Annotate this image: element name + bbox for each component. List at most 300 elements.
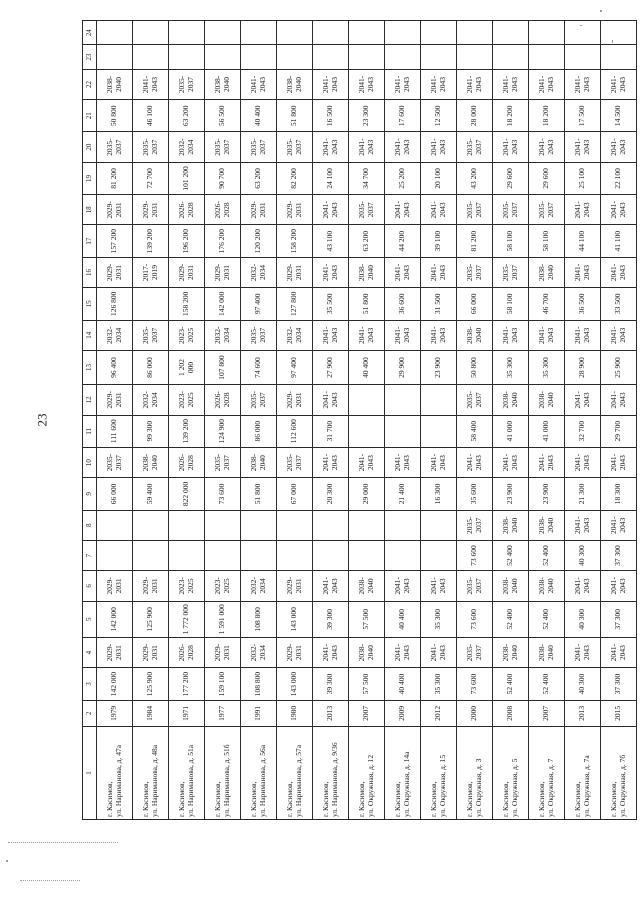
table-cell: 125 900 (133, 668, 169, 700)
table-cell (277, 510, 313, 540)
table-cell: 20 100 (421, 162, 457, 194)
table-cell (385, 540, 421, 570)
table-cell: 2041- 2043 (349, 132, 385, 162)
table-cell: 2038- 2040 (493, 571, 529, 601)
table-cell: 2029- 2031 (277, 257, 313, 287)
table-cell (565, 45, 601, 69)
table-cell: 124 900 (205, 415, 241, 447)
table-cell (385, 45, 421, 69)
table-cell (133, 45, 169, 69)
column-number-8: 8 (83, 510, 97, 540)
table-cell: 73 600 (205, 478, 241, 510)
table-cell: 40 400 (241, 100, 277, 132)
table-cell: 196 200 (169, 225, 205, 257)
table-cell: 52 400 (493, 601, 529, 637)
table-cell (133, 288, 169, 320)
table-cell: 2038- 2040 (349, 571, 385, 601)
table-cell: 35 600 (457, 478, 493, 510)
table-cell: 2000 (457, 700, 493, 726)
table-cell: 2038- 2040 (97, 69, 133, 99)
table-cell: 28 000 (457, 100, 493, 132)
table-row (133, 21, 169, 820)
table-row (385, 21, 421, 820)
table-cell: 822 000 (169, 478, 205, 510)
table-cell: 126 800 (97, 288, 133, 320)
table-cell: 2023- 2025 (169, 571, 205, 601)
table-cell: 23 900 (493, 478, 529, 510)
table-cell: 2007 (349, 700, 385, 726)
scan-speck (612, 40, 613, 43)
table-cell: 2041- 2043 (493, 132, 529, 162)
table-cell: 2029- 2031 (277, 571, 313, 601)
table-cell: 2035- 2037 (133, 320, 169, 350)
table-cell (349, 540, 385, 570)
table-cell: 29 900 (385, 350, 421, 384)
table-cell: 2029- 2031 (97, 385, 133, 415)
table-cell: 2041- 2043 (601, 571, 637, 601)
table-cell (421, 45, 457, 69)
table-cell (421, 21, 457, 46)
table-cell: 40 400 (385, 601, 421, 637)
table-cell: 1977 (205, 700, 241, 726)
table-cell: 2026- 2028 (169, 637, 205, 667)
table-cell: 31 700 (313, 415, 349, 447)
table-cell: 2026- 2028 (169, 447, 205, 477)
table-cell: 2041- 2043 (601, 510, 637, 540)
table-cell: 2038- 2040 (529, 571, 565, 601)
table-cell (529, 21, 565, 46)
table-cell: 2041- 2043 (133, 69, 169, 99)
table-cell: 40 300 (565, 601, 601, 637)
table-cell: 90 700 (205, 162, 241, 194)
table-cell: 12 500 (421, 100, 457, 132)
table-cell (169, 510, 205, 540)
table-cell: 40 400 (385, 668, 421, 700)
table-cell: 2032- 2034 (241, 637, 277, 667)
table-cell: 29 700 (601, 415, 637, 447)
column-number-11: 11 (83, 415, 97, 447)
table-row (529, 21, 565, 820)
table-cell: 29 600 (493, 162, 529, 194)
column-number-13: 13 (83, 350, 97, 384)
table-cell: 2041- 2043 (349, 320, 385, 350)
table-cell (169, 540, 205, 570)
table-cell: 20 300 (313, 478, 349, 510)
table-cell: 2035- 2037 (133, 132, 169, 162)
table-cell: 2026- 2028 (205, 385, 241, 415)
table-cell: 43 200 (457, 162, 493, 194)
table-cell: 2041- 2043 (457, 447, 493, 477)
table-cell: 86 000 (133, 350, 169, 384)
table-cell: 2038- 2040 (493, 385, 529, 415)
table-cell: 2041- 2043 (313, 637, 349, 667)
table-cell: 18 200 (529, 100, 565, 132)
table-cell: 23 300 (349, 100, 385, 132)
table-cell: 2041- 2043 (421, 571, 457, 601)
table-cell: 2041- 2043 (421, 69, 457, 99)
table-cell (205, 21, 241, 46)
table-cell (241, 510, 277, 540)
address-cell: г. Касимов, ул. Нариманова, д. 51а (169, 726, 205, 819)
table-cell: 57 500 (349, 668, 385, 700)
table-row (457, 21, 493, 820)
table-cell: 63 200 (169, 100, 205, 132)
table-cell: 32 700 (565, 415, 601, 447)
table-cell: 97 400 (277, 350, 313, 384)
table-cell: 21 300 (565, 478, 601, 510)
table-cell: 1 591 000 (205, 601, 241, 637)
table-cell: 2026- 2028 (169, 195, 205, 225)
table-cell (133, 540, 169, 570)
table-cell: 2041- 2043 (313, 195, 349, 225)
table-cell: 2023- 2025 (205, 571, 241, 601)
table-cell: 1971 (169, 700, 205, 726)
table-cell: 2038- 2040 (277, 69, 313, 99)
table-cell: 18 200 (493, 100, 529, 132)
table-cell: 2041- 2043 (313, 320, 349, 350)
table-cell: 2041- 2043 (421, 320, 457, 350)
table-cell: 2041- 2043 (313, 447, 349, 477)
table-cell: 2041- 2043 (565, 637, 601, 667)
table-cell: 107 800 (205, 350, 241, 384)
table-cell: 2038- 2040 (529, 510, 565, 540)
table-cell (205, 510, 241, 540)
table-cell (457, 45, 493, 69)
table-cell: 2038- 2040 (133, 447, 169, 477)
table-cell: 2038- 2040 (493, 510, 529, 540)
table-cell: 2029- 2031 (205, 637, 241, 667)
table-cell (97, 540, 133, 570)
table-cell (205, 45, 241, 69)
table-cell: 2041- 2043 (601, 69, 637, 99)
scan-speck (580, 25, 582, 26)
table-cell: 2035- 2037 (529, 195, 565, 225)
table-cell: 16 300 (421, 478, 457, 510)
table-cell: 2041- 2043 (385, 195, 421, 225)
address-cell: г. Касимов, ул. Окружная, д. 15 (421, 726, 457, 819)
address-cell: г. Касимов, ул. Окружная, д. 5 (493, 726, 529, 819)
column-number-24: 24 (83, 21, 97, 46)
table-cell: 29 000 (349, 478, 385, 510)
table-cell: 2041- 2043 (421, 257, 457, 287)
table-cell: 2013 (313, 700, 349, 726)
table-cell (277, 45, 313, 69)
table-cell: 2041- 2043 (385, 69, 421, 99)
table-cell: 2041- 2043 (565, 195, 601, 225)
table-cell (313, 45, 349, 69)
table-cell: 23 900 (529, 478, 565, 510)
table-cell: 101 200 (169, 162, 205, 194)
table-cell: 2041- 2043 (565, 320, 601, 350)
table-cell (205, 540, 241, 570)
table-cell: 74 600 (241, 350, 277, 384)
table-cell: 52 400 (493, 540, 529, 570)
table-row (493, 21, 529, 820)
table-cell: 2035- 2037 (97, 447, 133, 477)
table-cell: 2041- 2043 (385, 637, 421, 667)
table-cell: 27 900 (313, 350, 349, 384)
table-cell: 2035- 2037 (349, 195, 385, 225)
scan-dotted-line (20, 880, 80, 881)
column-number-19: 19 (83, 162, 97, 194)
table-cell: 72 700 (133, 162, 169, 194)
table-cell (385, 385, 421, 415)
column-number-row (83, 21, 97, 820)
table-cell: 2041- 2043 (601, 257, 637, 287)
table-cell: 2041- 2043 (385, 447, 421, 477)
table-cell: 143 000 (277, 601, 313, 637)
table-cell: 97 400 (241, 288, 277, 320)
table-cell: 125 900 (133, 601, 169, 637)
table-cell: 18 300 (601, 478, 637, 510)
table-cell: 2035- 2037 (457, 132, 493, 162)
table-cell: 108 800 (241, 601, 277, 637)
table-cell: 2029- 2031 (97, 571, 133, 601)
column-number-9: 9 (83, 478, 97, 510)
rotated-table-container (82, 20, 637, 820)
table-cell: 2032- 2034 (277, 320, 313, 350)
table-cell: 2041- 2043 (385, 257, 421, 287)
table-cell: 176 200 (205, 225, 241, 257)
table-cell (385, 510, 421, 540)
table-cell: 51 800 (277, 100, 313, 132)
table-cell (349, 45, 385, 69)
table-cell: 2041- 2043 (601, 195, 637, 225)
table-cell: 28 900 (565, 350, 601, 384)
column-number-21: 21 (83, 100, 97, 132)
table-cell: 1980 (277, 700, 313, 726)
table-cell: 2041- 2043 (601, 385, 637, 415)
table-cell: 66 000 (97, 478, 133, 510)
table-cell: 2041- 2043 (565, 510, 601, 540)
table-cell: 1 772 000 (169, 601, 205, 637)
table-cell (493, 21, 529, 46)
table-cell (277, 21, 313, 46)
table-cell: 41 000 (529, 415, 565, 447)
table-cell: 37 300 (601, 540, 637, 570)
table-cell: 2038- 2040 (457, 320, 493, 350)
table-cell: 2007 (529, 700, 565, 726)
rotated-table-area (82, 20, 637, 820)
table-cell: 2035- 2037 (493, 257, 529, 287)
table-cell: 31 500 (421, 288, 457, 320)
table-cell: 120 200 (241, 225, 277, 257)
table-cell (529, 45, 565, 69)
table-cell: 1979 (97, 700, 133, 726)
table-cell: 2041- 2043 (313, 385, 349, 415)
table-cell: 50 800 (457, 350, 493, 384)
table-cell: 66 000 (457, 288, 493, 320)
column-number-6: 6 (83, 571, 97, 601)
table-cell: 25 200 (385, 162, 421, 194)
table-cell: 2032- 2034 (241, 257, 277, 287)
table-cell: 2029- 2031 (277, 637, 313, 667)
table-cell: 23 900 (421, 350, 457, 384)
table-cell: 2029- 2031 (97, 257, 133, 287)
table-cell: 2038- 2040 (529, 637, 565, 667)
table-cell: 2041- 2043 (529, 447, 565, 477)
table-cell: 99 300 (133, 415, 169, 447)
table-cell: 2023- 2025 (169, 320, 205, 350)
table-cell: 2035- 2037 (241, 385, 277, 415)
table-cell (493, 45, 529, 69)
table-cell: 2029- 2031 (133, 195, 169, 225)
table-row (565, 21, 601, 820)
table-cell (277, 540, 313, 570)
table-cell: 2041- 2043 (565, 447, 601, 477)
table-row (277, 21, 313, 820)
table-cell: 2035- 2037 (169, 69, 205, 99)
table-cell: 2035- 2037 (493, 195, 529, 225)
table-cell: 2041- 2043 (313, 571, 349, 601)
table-cell: 2041- 2043 (601, 132, 637, 162)
table-cell (601, 21, 637, 46)
column-number-4: 4 (83, 637, 97, 667)
table-cell (97, 21, 133, 46)
table-cell: 40 300 (565, 668, 601, 700)
table-cell: 2035- 2037 (277, 447, 313, 477)
table-cell: 2041- 2043 (493, 320, 529, 350)
table-cell: 39 100 (421, 225, 457, 257)
table-cell: 52 400 (529, 668, 565, 700)
table-cell (421, 415, 457, 447)
table-cell: 2041- 2043 (421, 195, 457, 225)
table-cell: 2041- 2043 (493, 447, 529, 477)
table-cell (241, 45, 277, 69)
table-cell: 2035- 2037 (457, 385, 493, 415)
table-cell: 35 300 (529, 350, 565, 384)
table-cell: 2041- 2043 (313, 69, 349, 99)
table-cell (313, 510, 349, 540)
column-number-7: 7 (83, 540, 97, 570)
table-cell: 58 400 (457, 415, 493, 447)
column-number-2: 2 (83, 700, 97, 726)
table-cell: 2038- 2040 (529, 257, 565, 287)
table-cell: 35 300 (493, 350, 529, 384)
column-number-10: 10 (83, 447, 97, 477)
address-cell: г. Касимов, ул. Окружная, д. 7 (529, 726, 565, 819)
table-cell: 73 600 (457, 540, 493, 570)
table-row (97, 21, 133, 820)
table-cell: 39 300 (313, 601, 349, 637)
table-cell (133, 21, 169, 46)
address-cell: г. Касимов, ул. Нариманова, д. 51б (205, 726, 241, 819)
table-body (97, 21, 637, 820)
address-cell: г. Касимов, ул. Окружная, д. 3 (457, 726, 493, 819)
table-cell: 142 000 (97, 668, 133, 700)
table-cell: 2032- 2034 (133, 385, 169, 415)
table-cell: 43 100 (313, 225, 349, 257)
table-cell: 35 500 (313, 288, 349, 320)
table-cell: 63 200 (241, 162, 277, 194)
table-cell: 2029- 2031 (241, 195, 277, 225)
table-cell: 2041- 2043 (529, 132, 565, 162)
table-cell: 158 200 (169, 288, 205, 320)
table-cell: 2035- 2037 (277, 132, 313, 162)
table-cell: 2038- 2040 (349, 637, 385, 667)
page-number: 23 (34, 413, 50, 427)
column-number-22: 22 (83, 69, 97, 99)
table-cell (169, 45, 205, 69)
table-cell: 50 800 (97, 100, 133, 132)
repair-schedule-table (82, 20, 637, 820)
table-cell: 127 800 (277, 288, 313, 320)
table-cell: 41 000 (493, 415, 529, 447)
table-cell: 2032- 2034 (205, 320, 241, 350)
table-cell: 158 200 (277, 225, 313, 257)
table-cell (565, 21, 601, 46)
table-cell: 2041- 2043 (601, 320, 637, 350)
table-cell: 108 800 (241, 668, 277, 700)
table-cell: 2032- 2034 (169, 132, 205, 162)
table-cell (421, 385, 457, 415)
table-cell: 2017- 2019 (133, 257, 169, 287)
table-cell: 2023- 2025 (169, 385, 205, 415)
table-cell: 21 400 (385, 478, 421, 510)
scan-speck (600, 10, 602, 12)
table-cell: 59 400 (133, 478, 169, 510)
table-cell: 37 300 (601, 601, 637, 637)
table-cell: 63 200 (349, 225, 385, 257)
table-cell: 58 100 (529, 225, 565, 257)
table-cell (241, 21, 277, 46)
table-cell: 2041- 2043 (457, 69, 493, 99)
table-row (601, 21, 637, 820)
table-cell: 73 600 (457, 601, 493, 637)
address-cell: г. Касимов, ул. Окружная, д. 7а (565, 726, 601, 819)
table-cell: 81 200 (97, 162, 133, 194)
table-cell: 2026- 2028 (205, 195, 241, 225)
table-cell: 2009 (385, 700, 421, 726)
table-cell: 111 600 (97, 415, 133, 447)
table-cell: 2041- 2043 (421, 637, 457, 667)
table-cell: 2041- 2043 (529, 320, 565, 350)
table-cell (349, 21, 385, 46)
table-cell: 35 300 (421, 668, 457, 700)
table-cell: 2029- 2031 (97, 195, 133, 225)
table-cell: 52 400 (529, 601, 565, 637)
table-cell: 25 100 (565, 162, 601, 194)
table-cell: 46 700 (529, 288, 565, 320)
table-cell: 44 200 (385, 225, 421, 257)
table-cell: 22 100 (601, 162, 637, 194)
table-cell: 139 200 (133, 225, 169, 257)
table-cell: 51 800 (241, 478, 277, 510)
table-cell (421, 540, 457, 570)
table-cell: 24 100 (313, 162, 349, 194)
table-cell: 34 700 (349, 162, 385, 194)
table-cell: 25 900 (601, 350, 637, 384)
table-cell: 2029- 2031 (277, 195, 313, 225)
table-cell: 37 300 (601, 668, 637, 700)
table-cell: 2041- 2043 (529, 69, 565, 99)
table-cell: 2013 (565, 700, 601, 726)
table-cell: 159 100 (205, 668, 241, 700)
table-cell: 39 300 (313, 668, 349, 700)
table-cell: 2029- 2031 (277, 385, 313, 415)
table-cell: 29 600 (529, 162, 565, 194)
table-cell: 51 800 (349, 288, 385, 320)
table-cell: 2041- 2043 (421, 447, 457, 477)
table-cell: 96 400 (97, 350, 133, 384)
table-cell: 16 500 (313, 100, 349, 132)
table-cell: 52 400 (493, 668, 529, 700)
address-cell: г. Касимов, ул. Окружная, д. 12 (349, 726, 385, 819)
table-cell: 2041- 2043 (601, 447, 637, 477)
column-number-18: 18 (83, 195, 97, 225)
table-cell: 52 400 (529, 540, 565, 570)
table-cell: 2035- 2037 (457, 257, 493, 287)
